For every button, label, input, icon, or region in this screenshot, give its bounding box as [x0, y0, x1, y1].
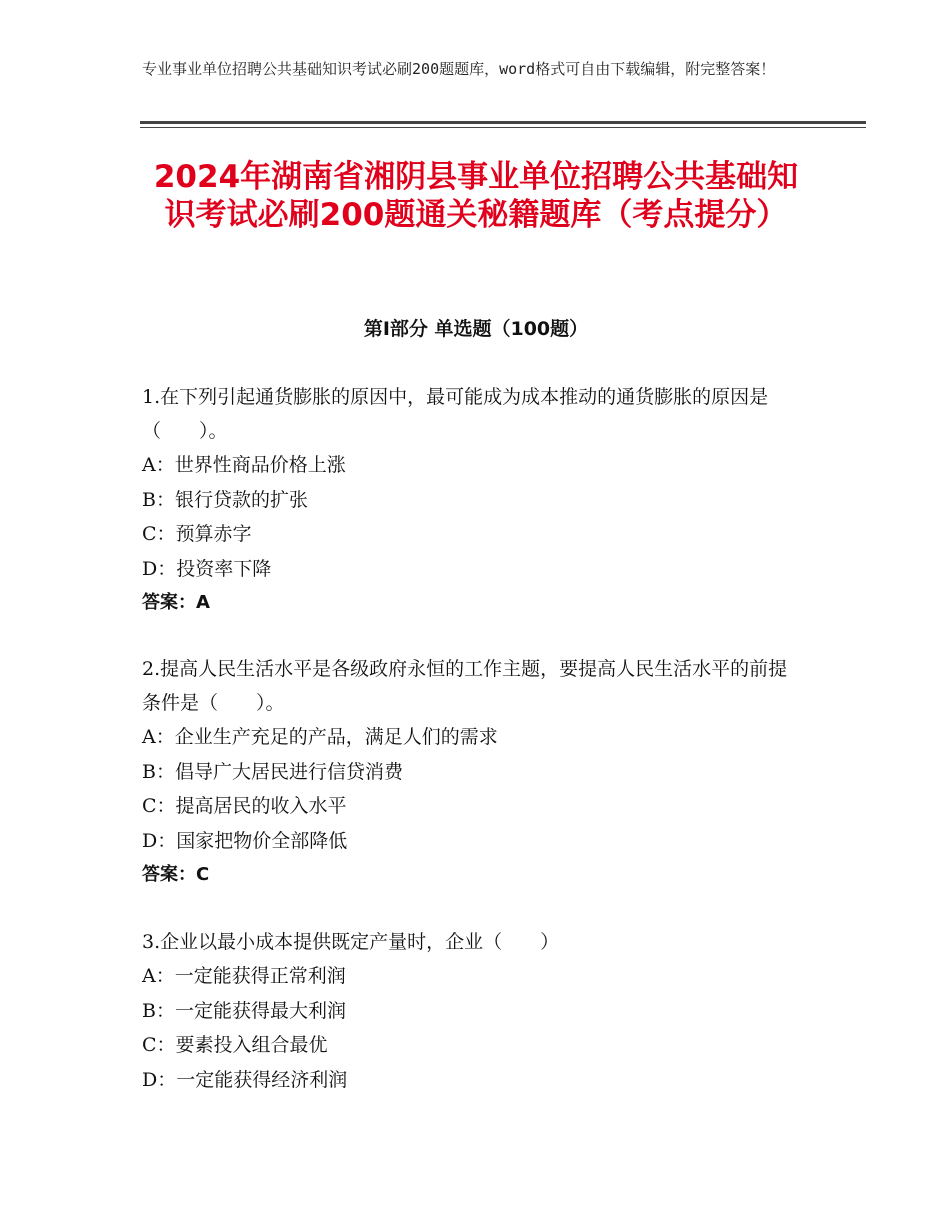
- question-stem: 1.在下列引起通货膨胀的原因中，最可能成为成本推动的通货膨胀的原因是（ ）。: [142, 386, 769, 442]
- option-c: C：要素投入组合最优: [142, 1034, 328, 1056]
- option-d: D：投资率下降: [142, 557, 272, 580]
- option-d: D：国家把物价全部降低: [142, 829, 348, 852]
- option-a: A：企业生产充足的产品，满足人们的需求: [142, 726, 498, 748]
- option-c: C：提高居民的收入水平: [142, 795, 347, 817]
- option-b: B：银行贷款的扩张: [142, 488, 308, 511]
- header-rule-thin: [140, 127, 866, 128]
- header-rule-thick: [140, 121, 866, 124]
- header-note: 专业事业单位招聘公共基础知识考试必刷200题题库，word格式可自由下载编辑，附完整答案！: [142, 60, 776, 78]
- question-stem: 3.企业以最小成本提供既定产量时，企业（ ）: [142, 931, 560, 953]
- option-a: A：一定能获得正常利润: [142, 965, 346, 987]
- option-d: D：一定能获得经济利润: [142, 1068, 348, 1091]
- question-2: [142, 652, 802, 892]
- question-3: [142, 925, 802, 1097]
- section-title: 第Ⅰ部分 单选题（100题）: [363, 318, 589, 340]
- answer: 答案：A: [142, 592, 210, 613]
- option-b: B：一定能获得最大利润: [142, 999, 346, 1022]
- document-title: 2024年湖南省湘阴县事业单位招聘公共基础知识考试必刷200题通关秘籍题库（考点提分）: [153, 159, 799, 233]
- answer: 答案：C: [142, 864, 210, 885]
- option-b: B：倡导广大居民进行信贷消费: [142, 760, 403, 783]
- option-c: C：预算赤字: [142, 523, 252, 545]
- question-1: [142, 380, 802, 620]
- option-a: A：世界性商品价格上涨: [142, 454, 346, 476]
- question-stem: 2.提高人民生活水平是各级政府永恒的工作主题，要提高人民生活水平的前提条件是（ ）。: [142, 658, 788, 714]
